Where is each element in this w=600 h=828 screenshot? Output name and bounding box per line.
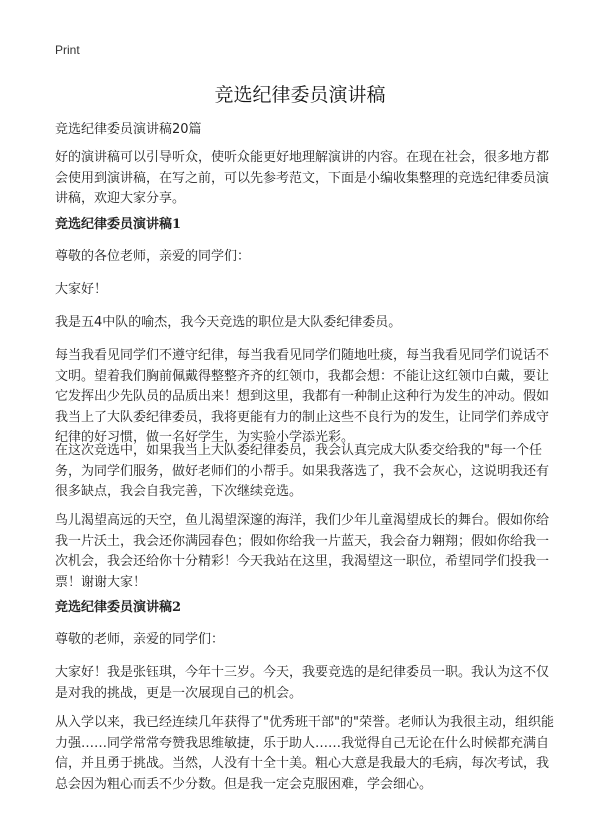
section2-paragraph: 大家好！我是张钰琪，今年十三岁。今天，我要竞选的是纪律委员一职。我认为这不仅是对我的挑战，更是一次展现自己的机会。 bbox=[55, 665, 550, 701]
intro-paragraph: 好的演讲稿可以引导听众，使听众能更好地理解演讲的内容。在现在社会，很多地方都会使用到演讲稿，在写之前，可以先参考范文，下面是小编收集整理的竞选纪律委员演讲稿，欢迎大家分享。 bbox=[55, 150, 550, 206]
section2-paragraph: 从入学以来，我已经连续几年获得了"优秀班干部"的"荣誉。老师认为我很主动，组织能力强……同学常常夸赞我思维敏捷，乐于助人……我觉得自己无论在什么时候都充满自信，并且勇于挑战。当然，人没有十全十美。粗心大意是我最大的毛病，每次考试，我总会因为粗心而丢不少分数。但是我一定会克服困难，学会细心。 bbox=[55, 715, 554, 792]
section1-paragraph: 鸟儿渴望高远的天空，鱼儿渴望深邃的海洋，我们少年儿童渴望成长的舞台。假如你给我一片沃土，我会还你满园春色；假如你给我一片蓝天，我会奋力翱翔；假如你给我一次机会，我会还给你十分精彩！今天我站在这里，我渴望这一职位，希望同学们投我一票！谢谢大家！ bbox=[55, 513, 550, 590]
section-heading-1: 竞选纪律委员演讲稿1 bbox=[55, 217, 182, 232]
section1-paragraph: 每当我看见同学们不遵守纪律，每当我看见同学们随地吐痰，每当我看见同学们说话不文明。望着我们胸前佩戴得整整齐齐的红领巾，我都会想：不能让这红领巾白戴，要让它发挥出少先队员的品质出来！想到这里，我都有一种制止这种行为发生的冲动。假如我当上了大队委纪律委员，我将更能有力的制止这些不良行为的发生，让同学们养成守纪律的好习惯，做一名好学生，为实验小学添光彩。 bbox=[55, 348, 550, 445]
section1-paragraph: 尊敬的各位老师，亲爱的同学们： bbox=[55, 249, 251, 264]
section1-paragraph: 我是五4中队的喻杰，我今天竞选的职位是大队委纪律委员。 bbox=[55, 315, 402, 330]
print-link[interactable]: Print bbox=[55, 43, 80, 57]
section1-paragraph: 大家好！ bbox=[55, 282, 108, 297]
section2-paragraph: 尊敬的老师，亲爱的同学们： bbox=[55, 632, 225, 647]
section-heading-2: 竞选纪律委员演讲稿2 bbox=[55, 600, 182, 615]
document-title: 竞选纪律委员演讲稿 bbox=[214, 84, 386, 106]
document-subtitle: 竞选纪律委员演讲稿20篇 bbox=[55, 122, 202, 137]
section1-paragraph: 在这次竞选中，如果我当上大队委纪律委员，我会认真完成大队委交给我的"每一个任务，为同学们服务，做好老师们的小帮手。如果我落选了，我不会灰心，这说明我还有很多缺点，我会自我完善，下次继续竞选。 bbox=[55, 443, 550, 499]
